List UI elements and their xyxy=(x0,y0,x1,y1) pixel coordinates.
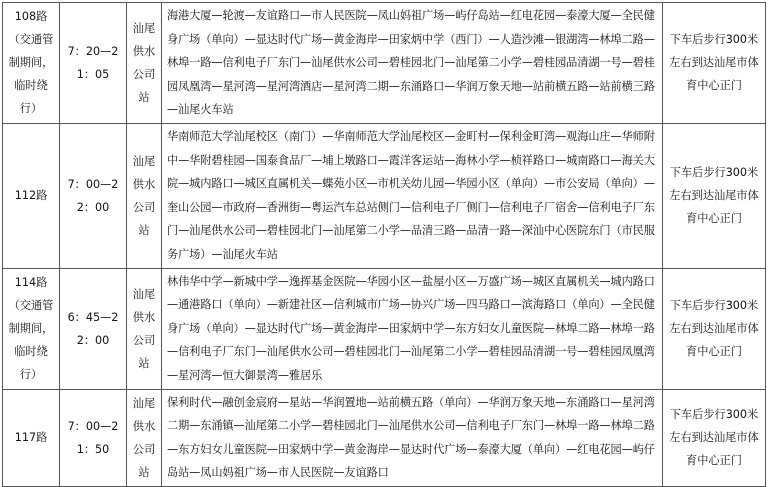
route-number: 112路 xyxy=(14,189,48,203)
table-row xyxy=(3,268,766,389)
bus-route-table-body xyxy=(3,3,766,487)
stop-list: 华南师范大学汕尾校区（南门）—华南师范大学汕尾校区—金町村—保利金町湾—观海山庄—华师附中—华附碧桂园—国泰食品厂—埔上墩路口—霞洋客运站—海林小学—桢祥路口—城南路口—海关大院—城内路口—城区直属机关—蝶苑小区—市机关幼儿园—华园小区（单向）—市公安局（单向）—奎山公园—市政府—香洲街—粤运汽车总站侧门—信利电子厂侧门—信利电子厂宿舍—信利电子厂东门—汕尾供水公司—碧桂园北门—汕尾第二小学—品清三路—品清一路—深汕中心医院东门（市民服务广场）—汕尾火车站 xyxy=(167,129,655,261)
service-hours: 6：45—22：00 xyxy=(67,310,119,347)
service-hours: 7：00—21：50 xyxy=(67,419,119,456)
stops-cell xyxy=(162,268,663,389)
route-number-cell xyxy=(3,123,60,268)
walking-note-cell xyxy=(663,389,766,486)
depot-stop: 汕尾供水公司站 xyxy=(132,396,156,479)
walking-note: 下车后步行300米左右到达汕尾市体育中心正门 xyxy=(669,166,759,226)
stops-cell xyxy=(162,3,663,124)
service-hours: 7：00—22：00 xyxy=(67,177,119,214)
stop-list: 保利时代—融创金宸府—星站—华润置地—站前横五路（单向）—华润万象天地—东涌路口—星河湾二期—东涌镇—汕尾第二小学—碧桂园北门—汕尾供水公司—信利电子厂东门—林埠一路—林埠二路—东方妇女儿童医院—田家炳中学—黄金海岸—显达时代广场—泰濠大厦（单向）—红电花园—屿仔岛站—凤山妈祖广场—市人民医院—友谊路口 xyxy=(167,395,655,480)
walking-note: 下车后步行300米左右到达汕尾市体育中心正门 xyxy=(669,299,759,359)
depot-stop-cell xyxy=(127,268,162,389)
walking-note-cell xyxy=(663,3,766,124)
service-hours-cell xyxy=(60,3,127,124)
table-row xyxy=(3,3,766,124)
stop-list: 海港大厦—轮渡—友谊路口—市人民医院—凤山妈祖广场—屿仔岛站—红电花园—泰濠大厦—全民健身广场（单向）—显达时代广场—黄金海岸—田家炳中学（西门）—人造沙滩—银湖湾—林埠二路—林埠一路—信利电子厂东门—汕尾供水公司—碧桂园北门—汕尾第二小学—碧桂园品清湖一号—碧桂园凤凰湾—星河湾—星河湾酒店—星河湾二期—东涌路口—华润万象天地—站前横五路—站前横三路—汕尾火车站 xyxy=(167,9,655,117)
walking-note: 下车后步行300米左右到达汕尾市体育中心正门 xyxy=(669,33,759,93)
depot-stop-cell xyxy=(127,123,162,268)
route-number: 108路（交通管制期间，临时绕行） xyxy=(8,10,54,116)
bus-route-table xyxy=(2,2,766,487)
walking-note-cell xyxy=(663,123,766,268)
depot-stop-cell xyxy=(127,3,162,124)
depot-stop-cell xyxy=(127,389,162,486)
service-hours: 7：20—21：05 xyxy=(67,44,119,81)
depot-stop: 汕尾供水公司站 xyxy=(132,21,156,104)
table-row xyxy=(3,389,766,486)
walking-note: 下车后步行300米左右到达汕尾市体育中心正门 xyxy=(669,408,759,468)
route-number-cell xyxy=(3,3,60,124)
stops-cell xyxy=(162,389,663,486)
route-number-cell xyxy=(3,389,60,486)
depot-stop: 汕尾供水公司站 xyxy=(132,154,156,237)
stop-list: 林伟华中学—新城中学—逸挥基金医院—华园小区—盐屋小区—万盛广场—城区直属机关—城内路口—通港路口（单向）—新建社区—信利城市广场—协兴广场—四马路口—滨海路口（单向）—全民健身广场（单向）—显达时代广场—黄金海岸—田家炳中学—东方妇女儿童医院—林埠二路—林埠一路—信利电子厂东门—汕尾供水公司—碧桂园北门—汕尾第二小学—碧桂园品清湖一号—碧桂园凤凰湾—星河湾—恒大御景湾—雅居乐 xyxy=(167,274,655,382)
depot-stop: 汕尾供水公司站 xyxy=(132,287,156,370)
route-number-cell xyxy=(3,268,60,389)
stops-cell xyxy=(162,123,663,268)
service-hours-cell xyxy=(60,268,127,389)
service-hours-cell xyxy=(60,123,127,268)
table-row xyxy=(3,123,766,268)
route-number: 117路 xyxy=(14,431,48,445)
service-hours-cell xyxy=(60,389,127,486)
route-number: 114路（交通管制期间，临时绕行） xyxy=(8,276,54,382)
walking-note-cell xyxy=(663,268,766,389)
